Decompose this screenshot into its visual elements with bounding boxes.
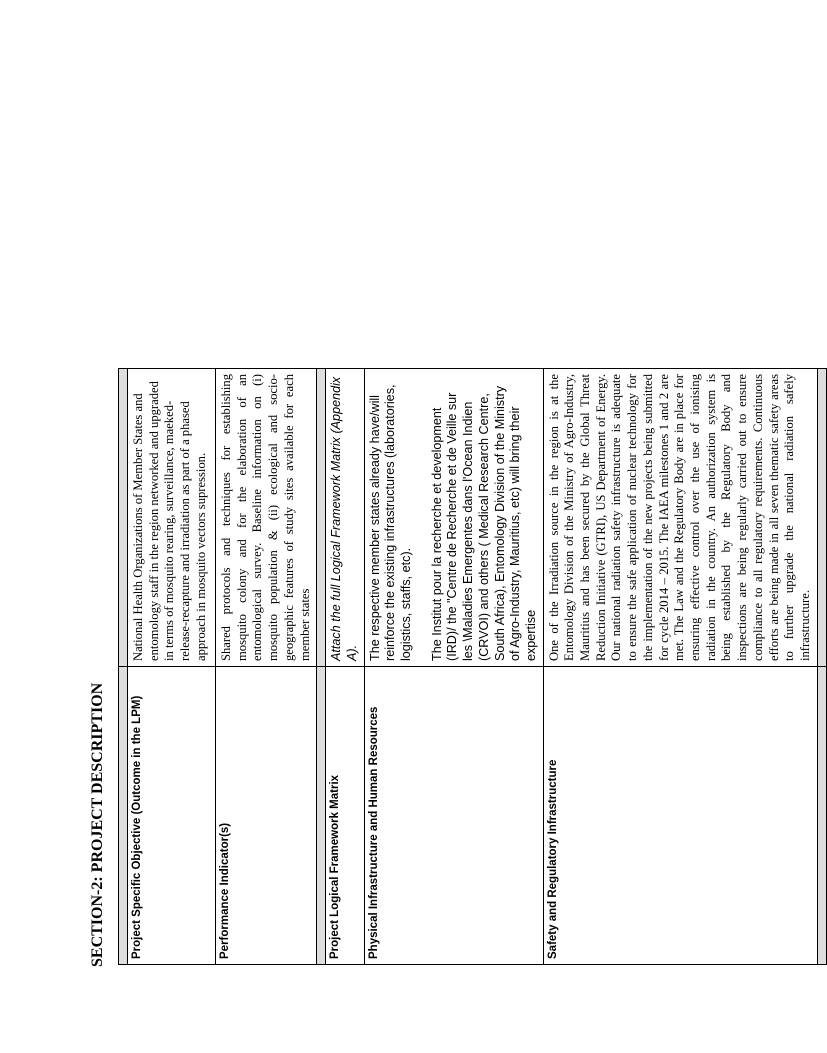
para-spacer: [415, 374, 430, 661]
table-row-objective: [128, 369, 216, 965]
physical-text: [364, 369, 543, 667]
indicators-label: Performance Indicator(s): [216, 667, 317, 965]
safety-text: One of the Irradiation source in the region is at the Entomology Division of the Ministry of Agro-Industry, Mauritius and has been secured by the Global Threat Reduction Initiative (GTRI), US Department of Energy. Our national radiation safety infrastructure is adequate to ensure the safe application of nuclear technology for the implementation of the new projects being submitted for cycle 2014 – 2015. The IAEA milestones 1 and 2 are met. The Law and the Regulatory Body are in place for ensuring effective control over the use of ionising radiation in the country. An authorization system is being established by the Regulatory Body and inspections are being regularly carried out to ensure compliance to all regulatory requirements. Continuous efforts are being made in all seven thematic safety areas to further upgrade the national radiation safely infrastructure.: [543, 369, 817, 667]
framework-text: Attach the full Logical Framework Matrix (Appendix A).: [326, 369, 364, 667]
table-top-band: [119, 369, 128, 965]
physical-para-2: The Institut pour la recherche et development (IRD)/ the "Centre de Recherche et de Veille sur les \Maladies Emergentes dans l'Ocean Indien (CRVOI) and others ( Medical Research Centre, South Africa), Entomology Division of the Ministry of Agro-Industry, Mauritius, etc) will bring their expertise: [429, 385, 538, 661]
table-row-indicators: [216, 369, 317, 965]
indicators-text: Shared protocols and techniques for establishing mosquito colony and for the elaboration of an entomological survey. Baseline information on (i) mosquito population & (ii) ecological and socio-geographic features of study sites available for each member states: [216, 369, 317, 667]
physical-para-1: The respective member states already have/will reinforce the existing infrastructures (laboratories, logistics, staffs, etc).: [367, 384, 414, 661]
table-bottom-band: [817, 369, 826, 965]
framework-label: Project Logical Framework Matrix: [326, 667, 364, 965]
physical-label: Physical Infrastructure and Human Resources: [364, 667, 543, 965]
objective-text: National Health Organizations of Member States and entomology staff in the region networked and upgraded in terms of mosquito rearing, surveillance, maeked-release-recapture and irradiation as part of a phased approach in mosquito vectors supression.: [128, 369, 216, 667]
project-description-table: [118, 368, 827, 965]
table-row-safety: [543, 369, 817, 965]
table-mid-band: [317, 369, 326, 965]
safety-label: Safety and Regulatory Infrastructure: [543, 667, 817, 965]
table-row-framework: [326, 369, 364, 965]
objective-label: Project Specific Objective (Outcome in the LPM): [128, 667, 216, 965]
section-title: SECTION-2: PROJECT DESCRIPTION: [89, 682, 106, 967]
table-row-physical: [364, 369, 543, 965]
